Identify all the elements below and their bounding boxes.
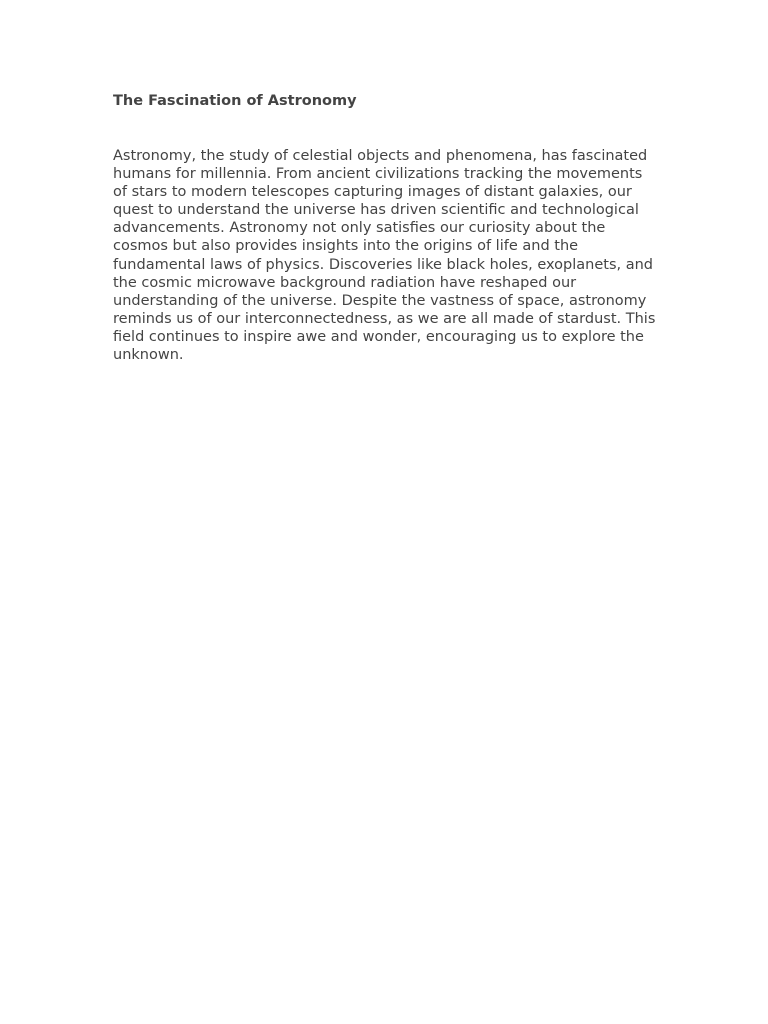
document-paragraph <box>113 147 693 364</box>
paragraph-line: humans for millennia. From ancient civilizations tracking the movements <box>113 166 643 183</box>
paragraph-line: unknown. <box>113 347 184 364</box>
paragraph-line: field continues to inspire awe and wonder, encouraging us to explore the <box>113 328 644 345</box>
paragraph-line: reminds us of our interconnectedness, as we are all made of stardust. This <box>113 310 656 327</box>
paragraph-line: advancements. Astronomy not only satisfies our curiosity about the <box>113 220 606 237</box>
paragraph-line: understanding of the universe. Despite the vastness of space, astronomy <box>113 292 647 309</box>
paragraph-line: Astronomy, the study of celestial objects and phenomena, has fascinated <box>113 148 648 164</box>
paragraph-line: cosmos but also provides insights into the origins of life and the <box>113 238 579 255</box>
paragraph-line: the cosmic microwave background radiation have reshaped our <box>113 274 577 291</box>
paragraph-line: of stars to modern telescopes capturing images of distant galaxies, our <box>113 184 632 201</box>
paragraph-line: quest to understand the universe has driven scientific and technological <box>113 202 639 219</box>
document-title: The Fascination of Astronomy <box>113 93 357 109</box>
paragraph-line: fundamental laws of physics. Discoveries like black holes, exoplanets, and <box>113 256 653 273</box>
